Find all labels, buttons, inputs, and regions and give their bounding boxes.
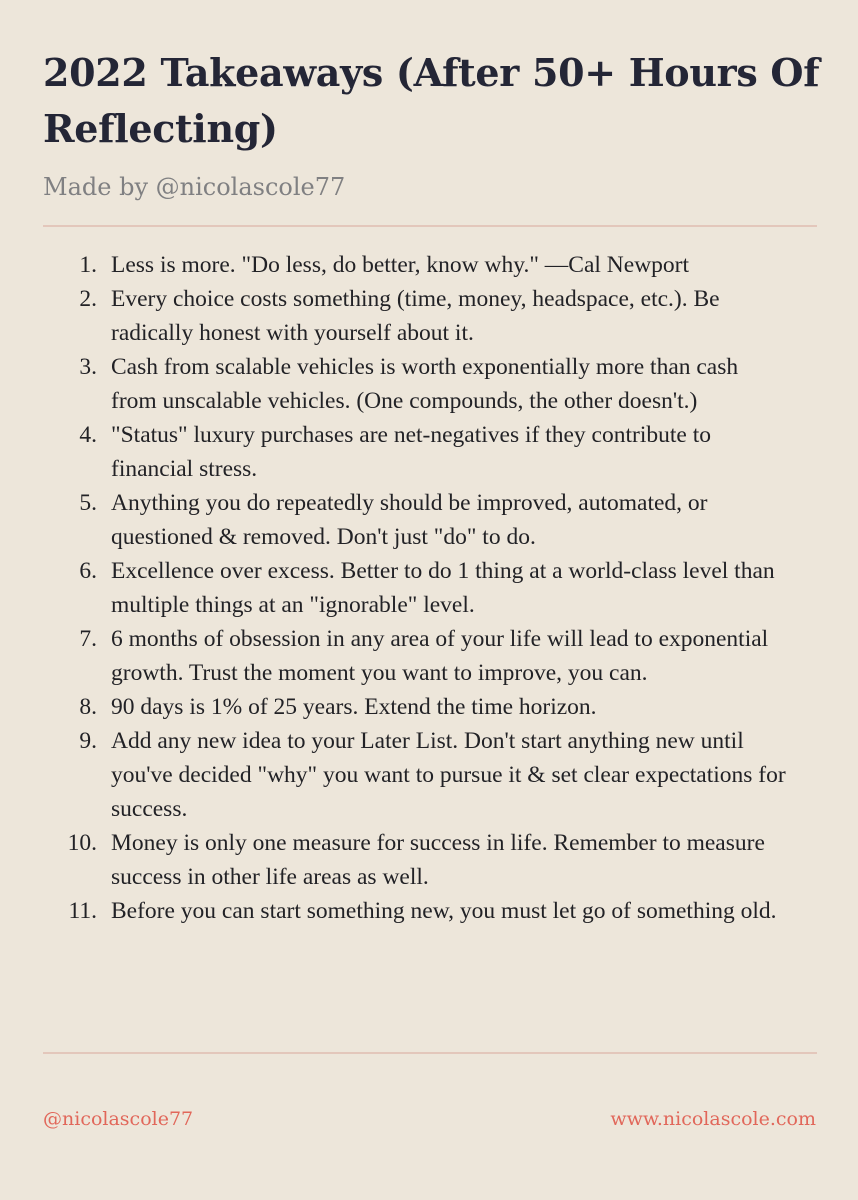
author-subtitle: Made by @nicolascole77 bbox=[43, 173, 346, 201]
footer-handle: @nicolascole77 bbox=[43, 1108, 194, 1130]
item-number: 4 . bbox=[43, 418, 97, 486]
list-item bbox=[43, 622, 817, 690]
list-item bbox=[43, 282, 817, 350]
list-item bbox=[43, 690, 817, 724]
list-item bbox=[43, 826, 817, 894]
item-text: Less is more. "Do less, do better, know why." —Cal Newport bbox=[111, 252, 690, 278]
list-item bbox=[43, 554, 817, 622]
item-number: 8 . bbox=[43, 690, 97, 724]
item-text: Before you can start something new, you must let go of something old. bbox=[111, 898, 777, 924]
item-text: Excellence over excess. Better to do 1 thing at a world-class level than multiple things at an "ignorable" level. bbox=[111, 558, 775, 618]
item-number: 1 . bbox=[43, 248, 97, 282]
page-title: 2022 Takeaways (After 50+ Hours Of Reflecting) bbox=[43, 50, 820, 151]
item-number: 5 . bbox=[43, 486, 97, 554]
list-item bbox=[43, 894, 817, 928]
list-item bbox=[43, 350, 817, 418]
item-text: Money is only one measure for success in life. Remember to measure success in other life areas as well. bbox=[111, 830, 765, 890]
top-divider bbox=[43, 225, 817, 227]
item-number: 7 . bbox=[43, 622, 97, 690]
item-number: 6 . bbox=[43, 554, 97, 622]
list-item bbox=[43, 486, 817, 554]
item-number: 10 . bbox=[43, 826, 97, 894]
item-text: Cash from scalable vehicles is worth exponentially more than cash from unscalable vehicles. (One compounds, the other doesn't.) bbox=[111, 354, 739, 414]
footer-website: www.nicolascole.com bbox=[610, 1108, 816, 1130]
item-text: 6 months of obsession in any area of your life will lead to exponential growth. Trust the moment you want to improve, you can. bbox=[111, 626, 769, 686]
item-number: 3 . bbox=[43, 350, 97, 418]
list-item bbox=[43, 418, 817, 486]
item-number: 2 . bbox=[43, 282, 97, 350]
item-text: Anything you do repeatedly should be improved, automated, or questioned & removed. Don't just "do" to do. bbox=[111, 490, 708, 550]
takeaways-list bbox=[43, 248, 817, 928]
bottom-divider bbox=[43, 1052, 817, 1054]
list-item bbox=[43, 248, 817, 282]
item-number: 11 . bbox=[43, 894, 97, 928]
item-text: 90 days is 1% of 25 years. Extend the time horizon. bbox=[111, 694, 597, 720]
item-number: 9 . bbox=[43, 724, 97, 826]
item-text: Add any new idea to your Later List. Don't start anything new until you've decided "why" you want to pursue it & set clear expectations for success. bbox=[111, 728, 786, 822]
item-text: "Status" luxury purchases are net-negatives if they contribute to financial stress. bbox=[111, 422, 711, 482]
list-item bbox=[43, 724, 817, 826]
item-text: Every choice costs something (time, money, headspace, etc.). Be radically honest with yourself about it. bbox=[111, 286, 720, 346]
